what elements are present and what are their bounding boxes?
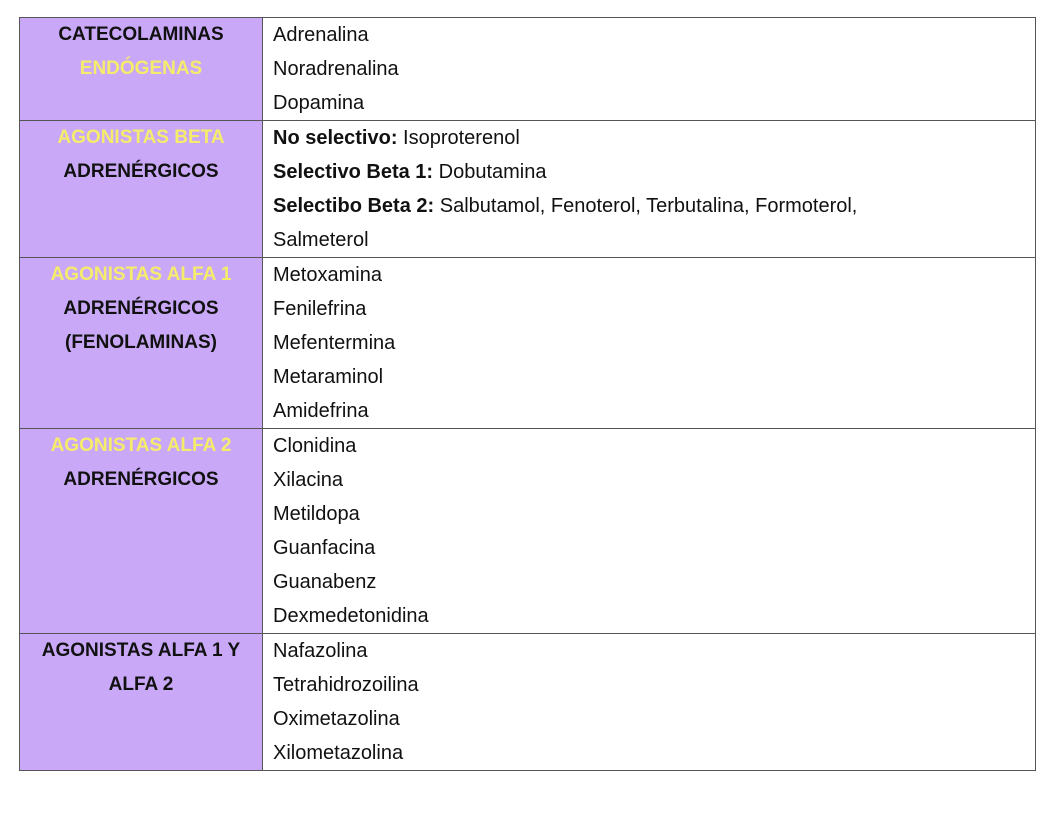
drug-list-cell — [263, 429, 1036, 634]
drug-name: Oximetazolina — [273, 708, 400, 730]
drug-list-cell — [263, 18, 1036, 121]
drug-list-item — [273, 599, 1035, 633]
drug-list-item — [273, 121, 1035, 155]
drug-list-item — [273, 531, 1035, 565]
category-cell — [20, 429, 263, 634]
drug-name: Tetrahidrozoilina — [273, 674, 419, 696]
drug-name: Guanfacina — [273, 537, 376, 559]
category-label-line: (FENOLAMINAS) — [65, 332, 217, 353]
drug-list-item — [273, 394, 1035, 428]
category-label-line: ADRENÉRGICOS — [63, 161, 219, 182]
selectivity-label: Selectibo Beta 2: — [273, 195, 435, 217]
category-label-line: AGONISTAS ALFA 2 — [50, 435, 232, 456]
category-label-line: AGONISTAS ALFA 1 Y — [41, 640, 241, 661]
table-row — [20, 121, 1036, 258]
drug-list-item — [273, 360, 1035, 394]
category-label-line: AGONISTAS ALFA 1 — [50, 264, 232, 285]
category-label-line: ALFA 2 — [108, 674, 174, 695]
drug-name: Clonidina — [273, 435, 357, 457]
category-label-line: CATECOLAMINAS — [58, 24, 224, 45]
category-label-line: ADRENÉRGICOS — [63, 469, 219, 490]
drug-name: Salmeterol — [273, 229, 369, 251]
drug-list-item — [273, 223, 1035, 257]
category-cell — [20, 121, 263, 258]
category-cell — [20, 18, 263, 121]
drug-classification-table — [19, 17, 1036, 771]
drug-list-item — [273, 18, 1035, 52]
drug-name: Adrenalina — [273, 24, 369, 46]
drug-name: Amidefrina — [273, 400, 369, 422]
drug-name: Guanabenz — [273, 571, 377, 593]
drug-list-item — [273, 463, 1035, 497]
category-cell — [20, 634, 263, 771]
drug-name: Salbutamol, Fenoterol, Terbutalina, Formoterol, — [434, 195, 858, 217]
drug-list-item — [273, 429, 1035, 463]
table-body — [20, 18, 1036, 771]
drug-list-item — [273, 155, 1035, 189]
drug-name: Xilacina — [273, 469, 344, 491]
drug-list-cell — [263, 121, 1036, 258]
drug-name: Xilometazolina — [273, 742, 404, 764]
drug-list-item — [273, 634, 1035, 668]
category-label-line: ENDÓGENAS — [79, 58, 203, 79]
drug-name: Mefentermina — [273, 332, 396, 354]
drug-list-item — [273, 736, 1035, 770]
category-label-line: AGONISTAS BETA — [57, 127, 225, 148]
drug-list-item — [273, 86, 1035, 120]
selectivity-label: Selectivo Beta 1: — [273, 161, 434, 183]
table-row — [20, 429, 1036, 634]
drug-name: Metaraminol — [273, 366, 384, 388]
drug-list-item — [273, 258, 1035, 292]
drug-list-item — [273, 497, 1035, 531]
drug-list-item — [273, 702, 1035, 736]
table-row — [20, 634, 1036, 771]
drug-name: Dopamina — [273, 92, 365, 114]
drug-name: Nafazolina — [273, 640, 368, 662]
drug-list-item — [273, 189, 1035, 223]
table-row — [20, 18, 1036, 121]
drug-name: Noradrenalina — [273, 58, 399, 80]
drug-name: Fenilefrina — [273, 298, 367, 320]
drug-list-item — [273, 668, 1035, 702]
drug-list-item — [273, 326, 1035, 360]
category-cell — [20, 258, 263, 429]
selectivity-label: No selectivo: — [273, 127, 398, 149]
drug-name: Dobutamina — [433, 161, 547, 183]
drug-name: Isoproterenol — [397, 127, 520, 149]
category-label-line: ADRENÉRGICOS — [63, 298, 219, 319]
drug-name: Metildopa — [273, 503, 360, 525]
drug-list-item — [273, 52, 1035, 86]
drug-name: Metoxamina — [273, 264, 382, 286]
drug-list-item — [273, 292, 1035, 326]
table-row — [20, 258, 1036, 429]
drug-name: Dexmedetonidina — [273, 605, 429, 627]
drug-list-cell — [263, 634, 1036, 771]
drug-list-item — [273, 565, 1035, 599]
drug-list-cell — [263, 258, 1036, 429]
